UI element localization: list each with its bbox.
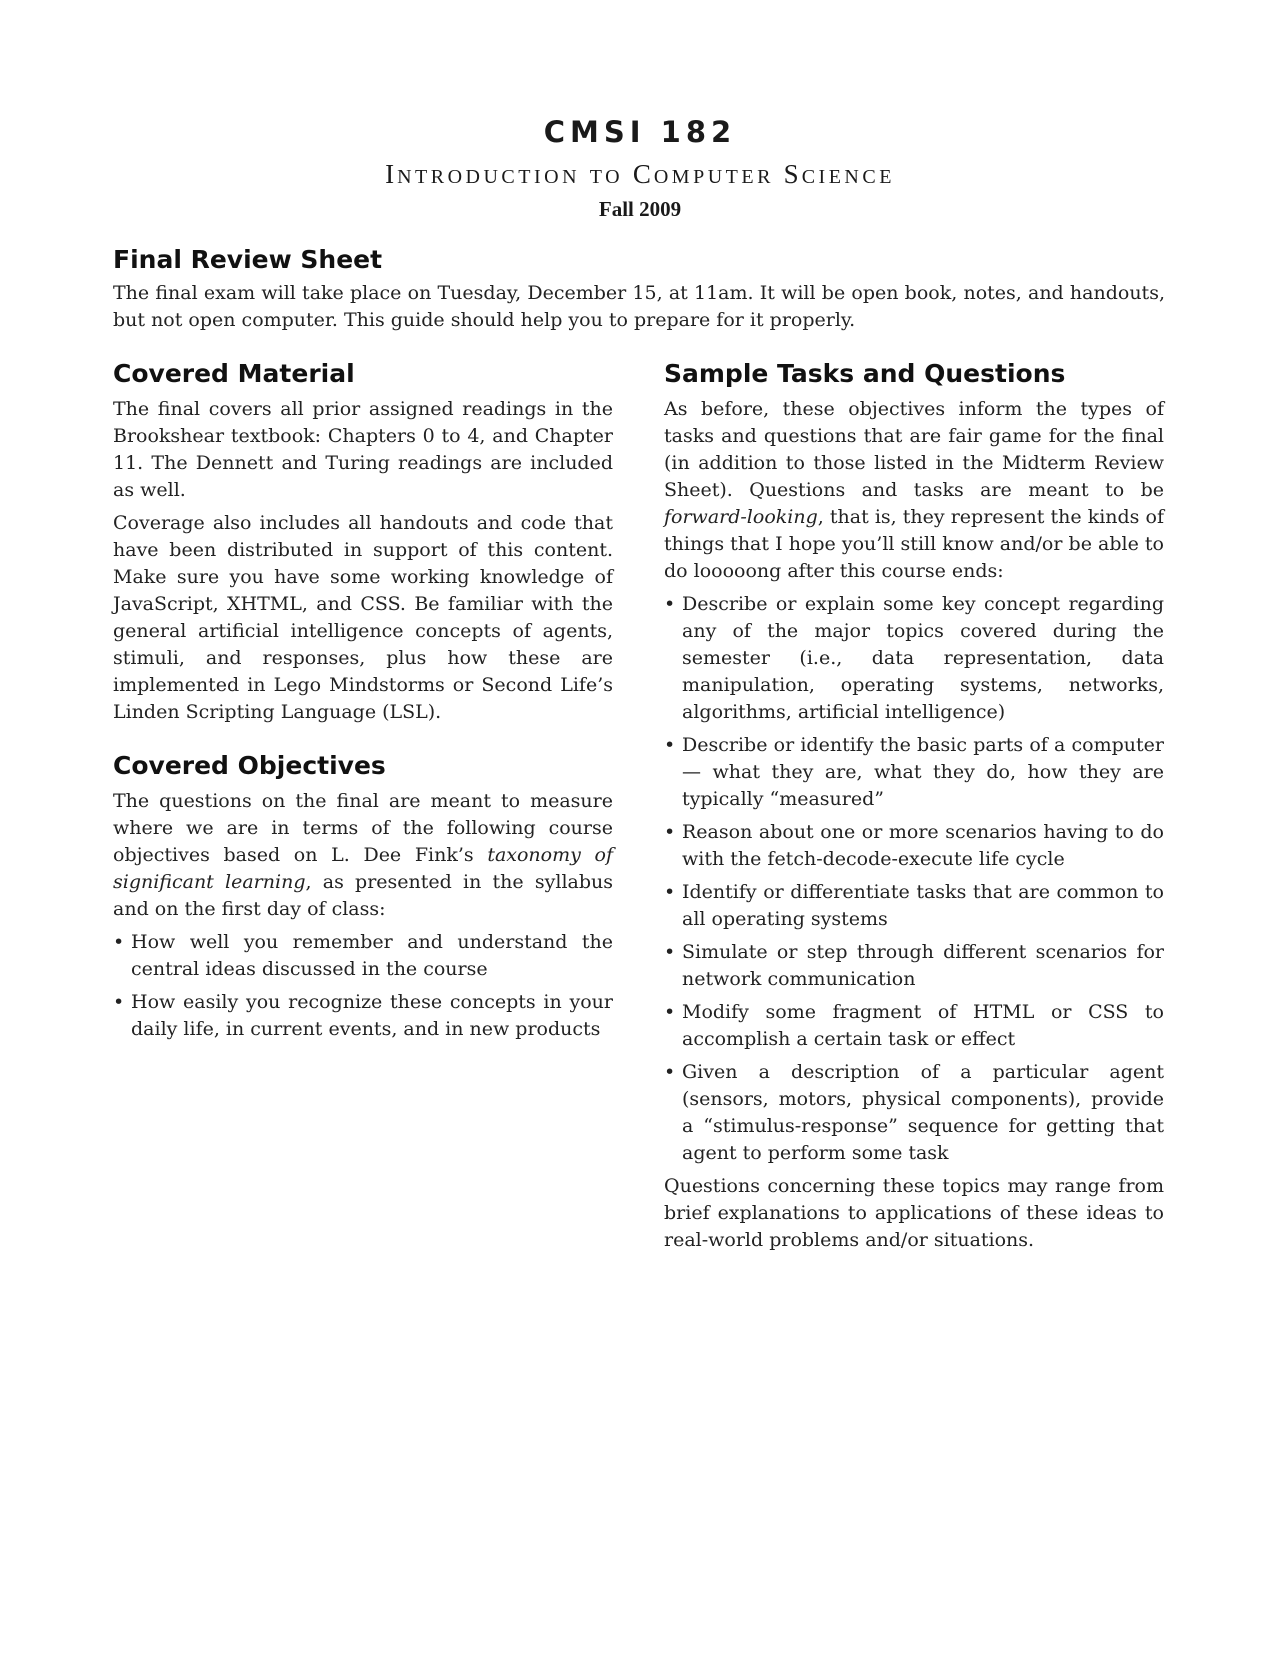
bullet-icon: • [664, 821, 676, 843]
course-title-word: TO [589, 166, 624, 188]
emphasis-text: taxonomy of significant learning [113, 844, 613, 893]
bullet-icon: • [664, 1001, 676, 1023]
list-item: • Reason about one or more scenarios having to do with the fetch-decode-execute life cycle [664, 821, 1164, 870]
list-item: • Simulate or step through different scenarios for network communication [664, 941, 1164, 990]
bullet-icon: • [664, 734, 676, 756]
intro-heading: Final Review Sheet [113, 245, 383, 274]
intro-paragraph: The final exam will take place on Tuesday, December 15, at 11am. It will be open book, notes, and handouts, but not open computer. This guide should help you to prepare for it properly. [113, 282, 1165, 331]
document-header [0, 112, 1280, 223]
intro-section [113, 244, 1165, 334]
covered-objectives-intro: The questions on the final are meant to measure where we are in terms of the following course objectives based on L. Dee Fink’s taxonomy of significant learning, as presented in the syllabus and on the first day of class: [113, 790, 613, 920]
right-column [664, 358, 1164, 1254]
emphasis-text: forward-looking [664, 506, 818, 528]
covered-objectives-heading: Covered Objectives [113, 751, 386, 780]
list-item: • Describe or identify the basic parts of a computer — what they are, what they do, how they are typically “measured” [664, 734, 1164, 810]
course-title [0, 156, 1280, 195]
list-item: • Describe or explain some key concept regarding any of the major topics covered during the semester (i.e., data representation, data manipulation, operating systems, networks, algorithms, artificial intelligence) [664, 593, 1164, 723]
list-item: • Identify or differentiate tasks that are common to all operating systems [664, 881, 1164, 930]
course-title-word: COMPUTER [632, 159, 774, 189]
course-code: CMSI 182 [543, 115, 737, 149]
tasks-list [664, 591, 1164, 1167]
sample-tasks-intro: As before, these objectives inform the types of tasks and questions that are fair game for the final (in addition to those listed in the Midterm Review Sheet). Questions and tasks are meant to be forward-looking, that is, they represent the kinds of things that I hope you’ll still know and/or be able to do looooong after this course ends: [664, 398, 1164, 582]
bullet-icon: • [664, 593, 676, 615]
list-item: • How easily you recognize these concepts in your daily life, in current events, and in new products [113, 991, 613, 1040]
objectives-list [113, 929, 613, 1043]
covered-material-heading: Covered Material [113, 359, 355, 388]
sample-tasks-heading: Sample Tasks and Questions [664, 359, 1066, 388]
bullet-icon: • [664, 1061, 676, 1083]
left-column [113, 358, 613, 1049]
covered-material-paragraph: Coverage also includes all handouts and code that have been distributed in support of this content. Make sure you have some working knowledge of JavaScript, XHTML, and CSS. Be familiar with the general artificial intelligence concepts of agents, stimuli, and responses, plus how these are implemented in Lego Mindstorms or Second Life’s Linden Scripting Language (LSL). [113, 512, 613, 723]
bullet-icon: • [664, 941, 676, 963]
covered-material-paragraph: The final covers all prior assigned readings in the Brookshear textbook: Chapters 0 to 4, and Chapter 11. The Dennett and Turing readings are included as well. [113, 398, 613, 501]
bullet-icon: • [113, 931, 125, 953]
sample-tasks-closing: Questions concerning these topics may range from brief explanations to applications of these ideas to real-world problems and/or situations. [664, 1175, 1164, 1251]
list-item: • How well you remember and understand the central ideas discussed in the course [113, 931, 613, 980]
list-item: • Modify some fragment of HTML or CSS to accomplish a certain task or effect [664, 1001, 1164, 1050]
bullet-icon: • [664, 881, 676, 903]
bullet-icon: • [113, 991, 125, 1013]
list-item: • Given a description of a particular agent (sensors, motors, physical components), provide a “stimulus-response” sequence for getting that agent to perform some task [664, 1061, 1164, 1164]
course-title-word: INTRODUCTION [385, 159, 581, 189]
course-title-word: SCIENCE [783, 159, 895, 189]
term-label: Fall 2009 [598, 197, 682, 221]
